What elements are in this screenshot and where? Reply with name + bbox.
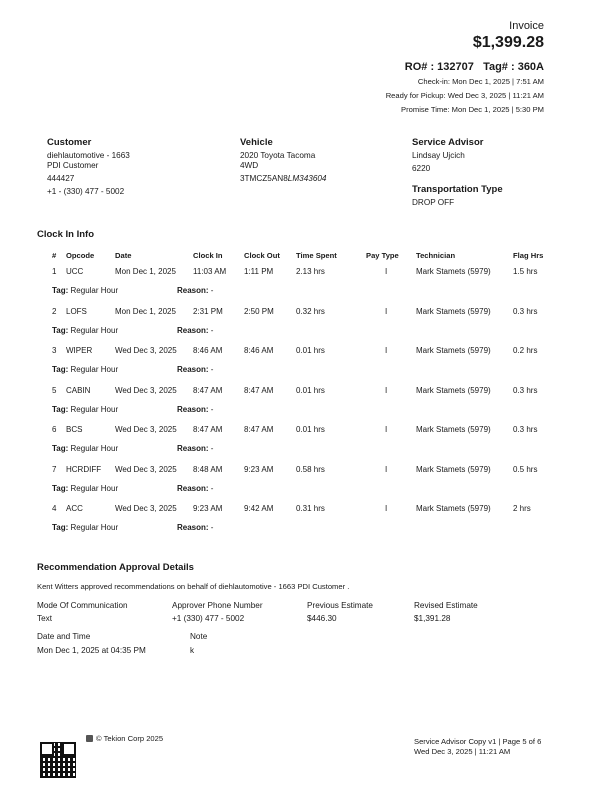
reason-value: - [210,404,214,414]
tag-number: Tag# : 360A [483,61,544,73]
row-time-spent: 0.32 hrs [296,306,325,316]
tag-value: Regular Hour [70,365,119,374]
row-technician: Mark Stamets (5979) [416,346,491,355]
vehicle-heading: Vehicle [240,137,273,148]
tag-label: Tag: [52,325,69,335]
customer-id: 444427 [47,174,75,183]
ro-tag-line [405,61,544,73]
row-clock-out: 8:46 AM [244,346,274,355]
reason-label: Reason: [177,444,209,453]
approver-phone-value: +1 (330) 477 - 5002 [172,614,245,623]
vin-suffix: LM343604 [287,174,327,183]
col-pay-type: Pay Type [366,251,399,260]
row-opcode: LOFS [66,306,87,316]
vehicle-vin [240,174,326,183]
row-clock-out: 1:11 PM [244,267,274,276]
row-time-spent: 0.01 hrs [296,346,325,355]
vehicle-model: 2020 Toyota Tacoma [240,151,316,160]
tekion-logo-icon [86,735,93,742]
row-time-spent: 0.01 hrs [296,385,325,395]
row-num: 2 [52,306,57,316]
tag-label: Tag: [52,523,69,532]
row-reason [177,326,213,335]
row-flag-hrs: 1.5 hrs [513,267,538,276]
footer-timestamp: Wed Dec 3, 2025 | 11:21 AM [414,747,511,756]
row-tag [52,523,118,532]
row-opcode: ACC [66,504,83,513]
row-flag-hrs: 0.3 hrs [513,425,538,434]
reason-value: - [210,325,214,335]
row-technician: Mark Stamets (5979) [416,464,491,474]
row-pay-type: I [385,267,388,276]
row-clock-in: 9:23 AM [193,504,223,513]
tag-label: Tag: [52,365,69,374]
row-reason [177,484,213,493]
row-tag [52,405,118,414]
row-date: Wed Dec 3, 2025 [115,504,177,513]
row-reason [177,405,213,414]
row-pay-type: I [385,385,388,395]
mode-value: Text [37,614,53,623]
row-date: Wed Dec 3, 2025 [115,425,177,434]
recommendation-statement: Kent Witters approved recommendations on behalf of diehlautomotive - 1663 PDI Customer . [37,582,350,591]
row-num: 1 [52,267,57,276]
clock-section-title: Clock In Info [37,229,94,240]
customer-type: PDI Customer [47,161,99,170]
row-num: 3 [52,346,57,355]
row-clock-in: 8:47 AM [193,385,223,395]
tag-value: Regular Hour [70,286,119,295]
row-pay-type: I [385,464,388,474]
reason-value: - [210,286,214,295]
customer-heading: Customer [47,137,92,148]
row-technician: Mark Stamets (5979) [416,385,491,395]
customer-name: diehlautomotive - 1663 [47,151,130,160]
row-flag-hrs: 2 hrs [513,504,531,513]
date-time-label: Date and Time [37,632,91,641]
qr-code [40,742,76,778]
row-num: 6 [52,425,57,434]
col-clock-out: Clock Out [244,251,280,260]
col-time-spent: Time Spent [296,251,337,260]
row-pay-type: I [385,504,388,513]
row-clock-out: 9:23 AM [244,464,274,474]
row-tag [52,286,118,295]
reason-label: Reason: [177,523,209,532]
row-flag-hrs: 0.3 hrs [513,385,538,395]
reason-value: - [210,483,214,493]
tag-value: Regular Hour [70,483,119,493]
checkin-time: Check-in: Mon Dec 1, 2025 | 7:51 AM [417,77,544,86]
reason-value: - [210,444,214,453]
advisor-name: Lindsay Ujcich [412,151,465,160]
row-date: Wed Dec 3, 2025 [115,385,177,395]
row-opcode: HCRDIFF [66,464,102,474]
row-pay-type: I [385,306,388,316]
invoice-total: $1,399.28 [472,34,544,51]
col-technician: Technician [416,251,456,260]
tag-label: Tag: [52,483,69,493]
ro-number: RO# : 132707 [404,61,474,73]
revised-estimate-value: $1,391.28 [414,614,451,623]
reason-label: Reason: [177,325,209,335]
invoice-title: Invoice [509,20,544,32]
copy-info: Service Advisor Copy v1 | Page 5 of 6 [414,737,542,746]
tag-value: Regular Hour [70,444,119,453]
date-time-value: Mon Dec 1, 2025 at 04:35 PM [37,646,146,655]
row-flag-hrs: 0.3 hrs [513,306,538,316]
row-tag [52,484,118,493]
row-technician: Mark Stamets (5979) [416,306,491,316]
row-date: Mon Dec 1, 2025 [115,306,176,316]
row-date: Wed Dec 3, 2025 [115,346,177,355]
promise-time: Promise Time: Mon Dec 1, 2025 | 5:30 PM [401,105,544,114]
row-clock-in: 2:31 PM [193,306,223,316]
row-num: 4 [52,504,57,513]
row-reason [177,365,213,374]
row-flag-hrs: 0.5 hrs [513,464,538,474]
advisor-id: 6220 [412,164,431,173]
reason-label: Reason: [177,365,209,374]
mode-label: Mode Of Communication [37,601,128,610]
ready-pickup-time: Ready for Pickup: Wed Dec 3, 2025 | 11:21 AM [385,91,544,100]
reason-label: Reason: [177,483,209,493]
row-reason [177,286,213,295]
col-clock-in: Clock In [193,251,223,260]
row-clock-in: 11:03 AM [193,267,227,276]
row-opcode: UCC [66,267,84,276]
tag-value: Regular Hour [70,325,119,335]
row-opcode: WIPER [66,346,93,355]
row-time-spent: 0.31 hrs [296,504,325,513]
row-clock-in: 8:47 AM [193,425,223,434]
approver-phone-label: Approver Phone Number [172,601,263,610]
row-date: Wed Dec 3, 2025 [115,464,177,474]
row-tag [52,326,118,335]
row-technician: Mark Stamets (5979) [416,425,491,434]
transport-value: DROP OFF [412,198,455,207]
row-num: 5 [52,385,57,395]
note-value: k [190,646,195,655]
copyright: © Tekion Corp 2025 [96,734,164,743]
customer-phone: +1 - (330) 477 - 5002 [47,187,125,196]
reason-label: Reason: [177,286,209,295]
row-tag [52,444,118,453]
advisor-heading: Service Advisor [412,137,484,148]
col-num: # [52,251,57,260]
row-time-spent: 2.13 hrs [296,267,325,276]
row-clock-in: 8:48 AM [193,464,223,474]
row-clock-out: 9:42 AM [244,504,274,513]
tag-label: Tag: [52,286,69,295]
revised-estimate-label: Revised Estimate [414,601,478,610]
row-clock-in: 8:46 AM [193,346,223,355]
recommendation-title: Recommendation Approval Details [37,562,194,573]
tag-label: Tag: [52,404,69,414]
tag-value: Regular Hour [70,523,119,532]
row-clock-out: 2:50 PM [244,306,274,316]
row-opcode: BCS [66,425,83,434]
previous-estimate-value: $446.30 [307,614,337,623]
row-tag [52,365,118,374]
row-num: 7 [52,464,57,474]
row-flag-hrs: 0.2 hrs [513,346,538,355]
tag-label: Tag: [52,444,69,453]
note-label: Note [190,632,208,641]
row-clock-out: 8:47 AM [244,425,274,434]
row-pay-type: I [385,425,388,434]
col-date: Date [115,251,132,260]
vin-prefix: 3TMCZ5AN8 [240,174,288,183]
row-reason [177,523,213,532]
row-technician: Mark Stamets (5979) [416,267,491,276]
row-time-spent: 0.01 hrs [296,425,325,434]
previous-estimate-label: Previous Estimate [307,601,373,610]
reason-label: Reason: [177,404,209,414]
vehicle-drive: 4WD [240,161,259,170]
reason-value: - [210,365,214,374]
col-opcode: Opcode [66,251,95,260]
row-date: Mon Dec 1, 2025 [115,267,176,276]
col-flag-hrs: Flag Hrs [513,251,544,260]
row-time-spent: 0.58 hrs [296,464,325,474]
row-reason [177,444,213,453]
tag-value: Regular Hour [70,404,119,414]
row-technician: Mark Stamets (5979) [416,504,491,513]
row-pay-type: I [385,346,388,355]
reason-value: - [210,523,214,532]
transport-heading: Transportation Type [412,184,503,195]
row-clock-out: 8:47 AM [244,385,274,395]
row-opcode: CABIN [66,385,91,395]
